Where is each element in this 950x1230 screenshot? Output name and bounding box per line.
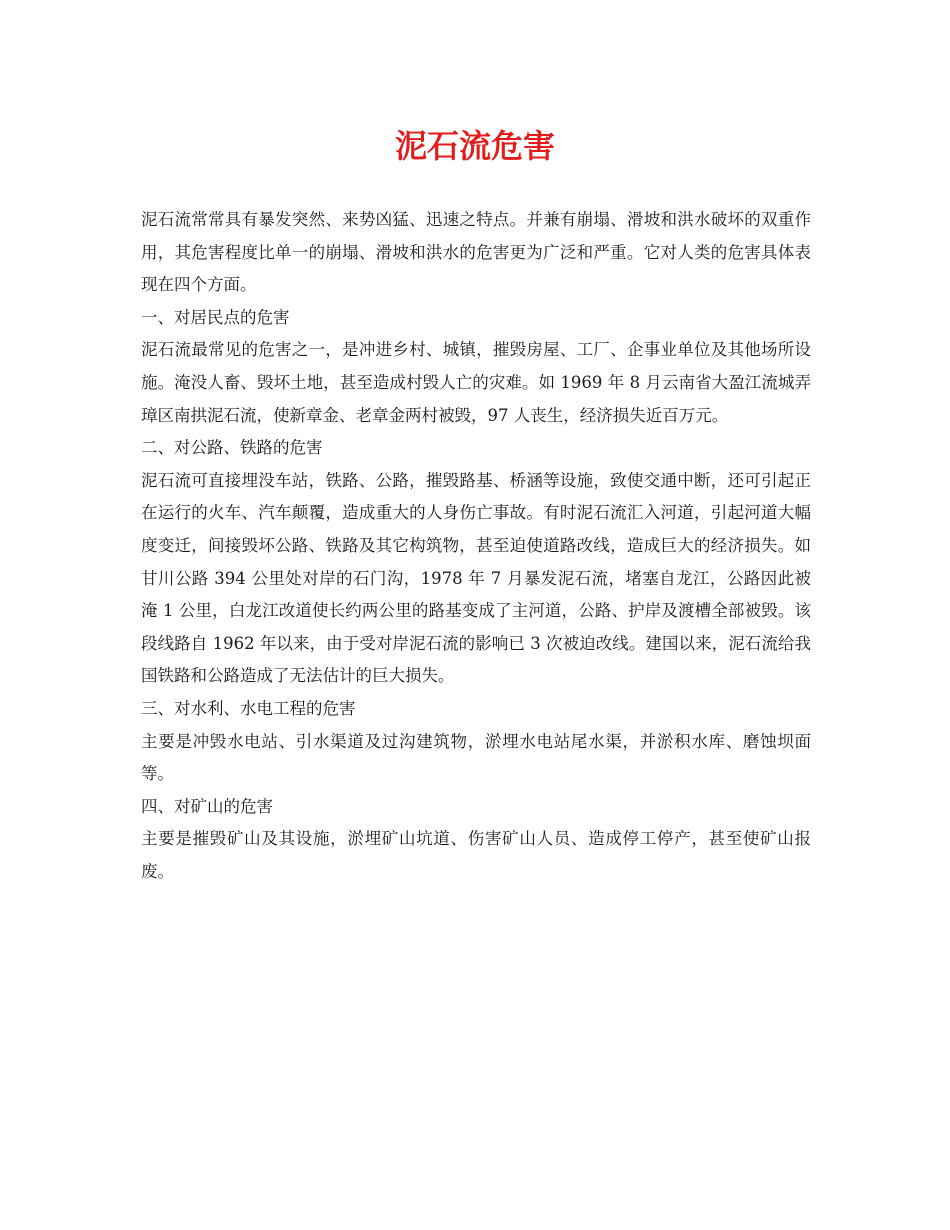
document-body: [141, 204, 811, 888]
section-text-hydropower: 主要是冲毁水电站、引水渠道及过沟建筑物，淤埋水电站尾水渠，并淤积水库、磨蚀坝面等。: [141, 731, 811, 784]
section-heading-residential: 一、对居民点的危害: [141, 307, 290, 327]
section-heading-roads-railways: 二、对公路、铁路的危害: [141, 438, 323, 458]
section-text-residential: 泥石流最常见的危害之一，是冲进乡村、城镇，摧毁房屋、工厂、企事业单位及其他场所设施。淹没人畜、毁坏土地，甚至造成村毁人亡的灾难。如 1969 年 8 月云南省大盈江流城弄璋区南拱泥石流，使新章金、老章金两村被毁，97 人丧生，经济损失近百万元。: [141, 340, 811, 425]
section-text-mines: 主要是摧毁矿山及其设施，淤埋矿山坑道、伤害矿山人员、造成停工停产，甚至使矿山报废。: [141, 829, 811, 881]
section-heading-mines: 四、对矿山的危害: [141, 796, 273, 816]
section-text-roads-railways: 泥石流可直接埋没车站，铁路、公路，摧毁路基、桥涵等设施，致使交通中断，还可引起正在运行的火车、汽车颠覆，造成重大的人身伤亡事故。有时泥石流汇入河道，引起河道大幅度变迁，间接毁坏公路、铁路及其它构筑物，甚至迫使道路改线，造成巨大的经济损失。如甘川公路 394 公里处对岸的石门沟，1978 年 7 月暴发泥石流，堵塞自龙江，公路因此被淹 1 公里，白龙江改道使长约两公里的路基变成了主河道，公路、护岸及渡槽全部被毁。该段线路自 1962 年以来，由于受对岸泥石流的影响已 3 次被迫改线。建国以来，泥石流给我国铁路和公路造成了无法估计的巨大损失。: [141, 470, 811, 686]
document-title: 泥石流危害: [394, 127, 555, 165]
intro-paragraph: 泥石流常常具有暴发突然、来势凶猛、迅速之特点。并兼有崩塌、滑坡和洪水破坏的双重作用，其危害程度比单一的崩塌、滑坡和洪水的危害更为广泛和严重。它对人类的危害具体表现在四个方面。: [141, 210, 811, 295]
section-heading-hydropower: 三、对水利、水电工程的危害: [141, 698, 356, 718]
